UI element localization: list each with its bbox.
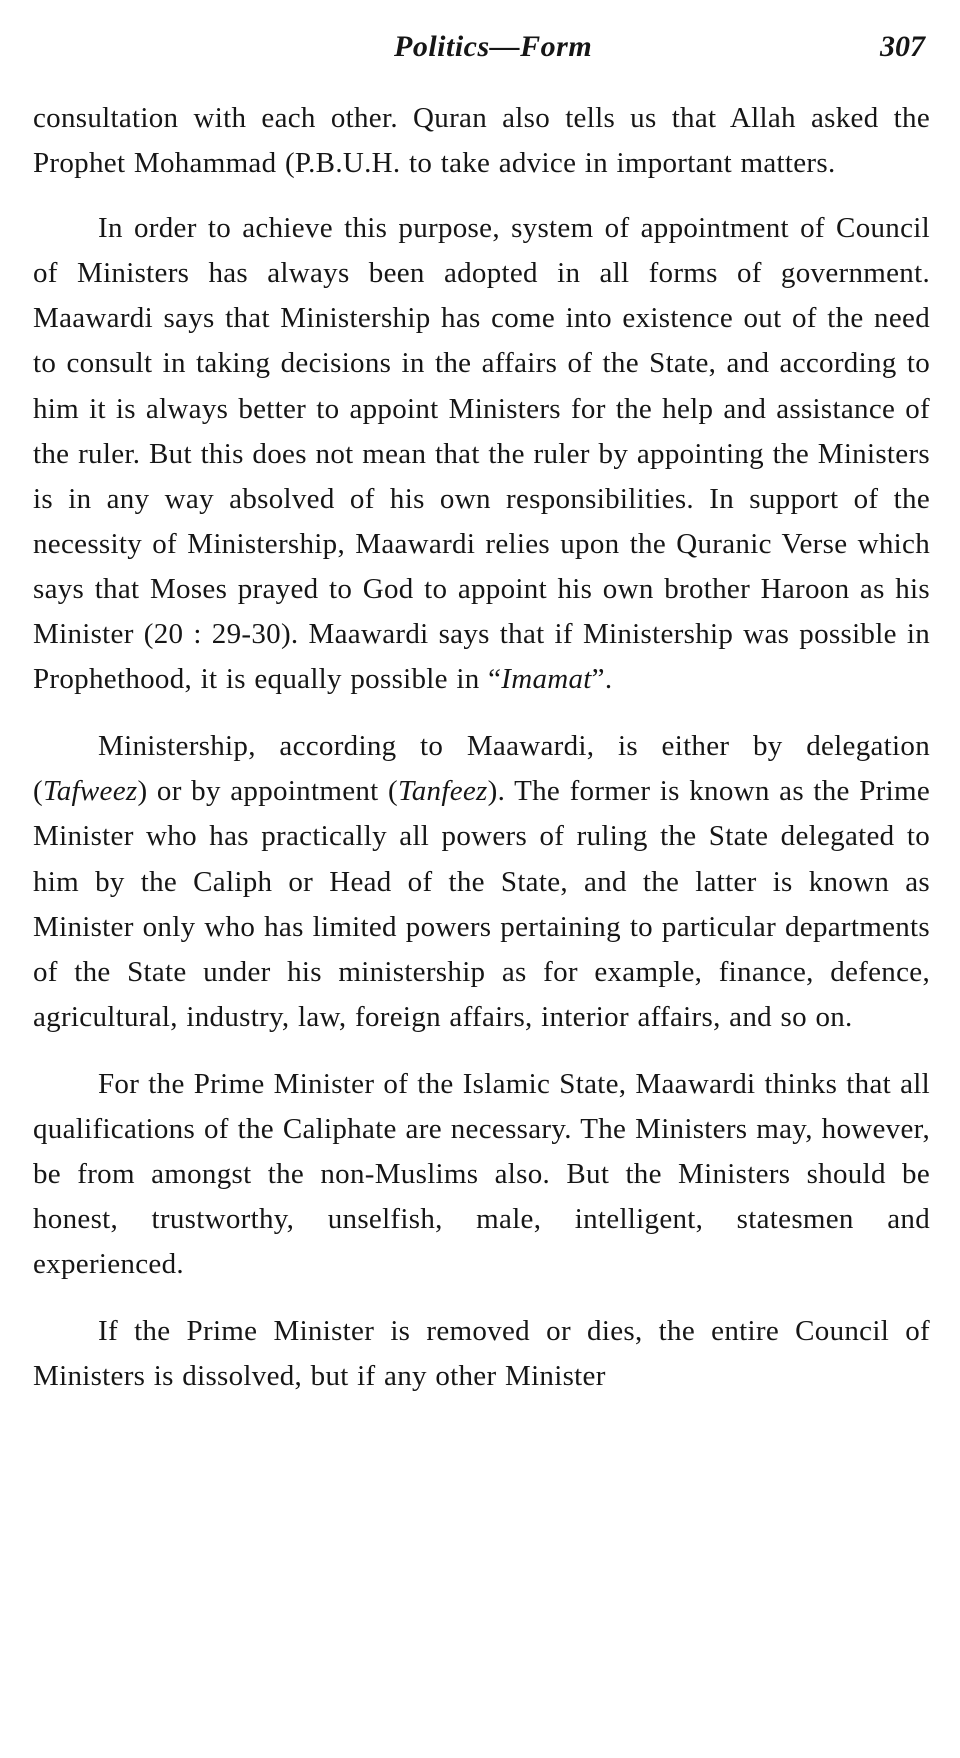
paragraph-4: For the Prime Minister of the Islamic State, Maawardi thinks that all qualifications of the Caliphate are necessary. The Ministers may, however, be from amongst the non-Muslims also. But the Ministers should be honest, trustworthy, unselfish, male, intelligent, statesmen and experienced.: [33, 1067, 930, 1281]
paragraph-2-closing: ”.: [591, 663, 613, 696]
paragraph-3-part-2: ) or by appointment (: [137, 775, 398, 808]
paragraph-1: consultation with each other. Quran also tells us that Allah asked the Prophet Mohammad (P.B.U.H. to take advice in important matters.: [33, 102, 930, 180]
term-tanfeez: Tanfeez: [397, 775, 488, 808]
paragraph-3-part-3: ). The former is known as the Prime Minister who has practically all powers of ruling the State delegated to him by the Caliph or Head of the State, and the latter is known as Minister only who has limited powers pertaining to particular departments of the State under his ministership as for example, finance, defence, agricultural, industry, law, foreign affairs, interior affairs, and so on.: [33, 775, 930, 1033]
running-header: [0, 30, 960, 74]
paragraph-2: [33, 206, 930, 702]
body-text: [33, 96, 930, 1400]
paragraph-2-text: In order to achieve this purpose, system of appointment of Council of Ministers has always been adopted in all forms of government. Maawardi says that Ministership has come into existence out of the need to consult in taking decisions in the affairs of the State, and according to him it is always better to appoint Ministers for the help and assistance of the ruler. But this does not mean that the ruler by appointing the Ministers is in any way absolved of his own responsibilities. In support of the necessity of Ministership, Maawardi relies upon the Quranic Verse which says that Moses prayed to God to appoint his own brother Haroon as his Minister (20 : 29-30). Maawardi says that if Ministership was possible in Prophethood, it is equally possible in “: [33, 212, 930, 696]
paragraph-3: [33, 724, 930, 1040]
paragraph-5: If the Prime Minister is removed or dies, the entire Council of Ministers is dissolved, but if any other Minister: [33, 1315, 930, 1393]
paragraph-3-part-1: Ministership, according to Maawardi, is either by delegation (: [33, 730, 930, 808]
chapter-title: Politics—Form: [394, 30, 593, 63]
page-number: 307: [880, 30, 925, 63]
term-imamat: Imamat: [501, 663, 592, 696]
term-tafweez: Tafweez: [42, 775, 138, 808]
